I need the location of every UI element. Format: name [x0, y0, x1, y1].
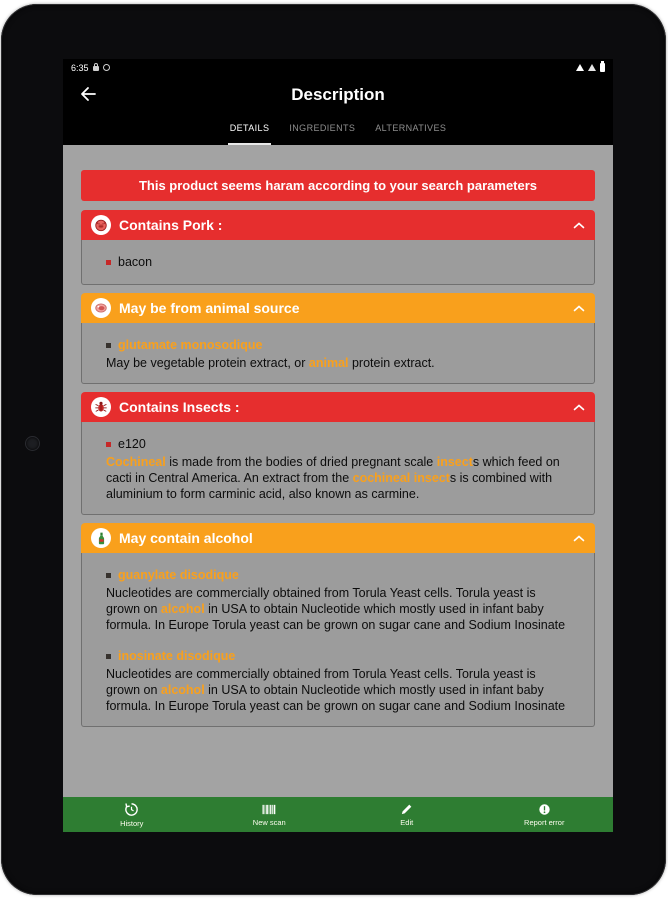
nav-label: New scan — [252, 817, 286, 827]
section-header-alcohol[interactable] — [81, 523, 595, 553]
tablet-frame — [1, 4, 666, 895]
notification-icon — [103, 64, 110, 71]
bottom-nav — [63, 797, 613, 832]
pig-icon — [91, 215, 111, 235]
bullet-icon — [106, 442, 111, 447]
app-screen — [63, 59, 613, 832]
section-contains-alcohol — [81, 523, 595, 727]
ingredient-description: Cochineal is made from the bodies of dried pregnant scale insects which feed on cacti in Central America. An extract from the cochineal insects is combined with aluminium to form carminic acid, also known as carmine. — [106, 455, 560, 501]
ingredient-description: Nucleotides are commercially obtained from Torula Yeast cells. Torula yeast is grown on alcohol in USA to obtain Nucleotide which mostly used in infant baby formula. In Europe Torula yeast can be grown on sugar cane and Sodium Inosinate — [106, 586, 566, 632]
ingredient-term: inosinate disodique — [118, 649, 236, 663]
tab-alternatives[interactable]: ALTERNATIVES — [375, 123, 447, 133]
ingredient-item — [106, 568, 570, 633]
section-body — [81, 323, 595, 384]
status-bar — [63, 59, 613, 76]
content-scroll[interactable] — [63, 145, 613, 797]
haram-banner: This product seems haram according to your search parameters — [81, 170, 595, 201]
bullet-icon — [106, 343, 111, 348]
section-animal-source — [81, 293, 595, 384]
page-title: Description — [291, 84, 385, 104]
insect-icon — [91, 397, 111, 417]
wifi-icon — [576, 64, 584, 71]
battery-icon — [600, 63, 605, 72]
nav-report-error[interactable] — [476, 803, 614, 827]
chevron-up-icon[interactable] — [573, 305, 585, 312]
bullet-icon — [106, 654, 111, 659]
ingredient-item — [106, 338, 570, 371]
section-contains-insects — [81, 392, 595, 515]
section-body — [81, 240, 595, 285]
ingredient-term-row — [106, 649, 570, 663]
ingredient-term-row — [106, 437, 570, 451]
report-error-icon — [538, 803, 551, 816]
meat-icon — [91, 298, 111, 318]
nav-label: History — [120, 818, 144, 828]
signal-icon — [588, 64, 596, 71]
section-header-insects[interactable] — [81, 392, 595, 422]
section-contains-pork — [81, 210, 595, 285]
pencil-icon — [400, 803, 413, 816]
section-header-pork[interactable] — [81, 210, 595, 240]
nav-history[interactable] — [63, 802, 201, 828]
status-left — [71, 63, 110, 73]
nav-label: Report error — [524, 817, 565, 827]
camera-dot — [26, 437, 39, 450]
ingredient-item — [106, 649, 570, 714]
ingredient-term: glutamate monosodique — [118, 338, 263, 352]
chevron-up-icon[interactable] — [573, 535, 585, 542]
section-body — [81, 553, 595, 727]
back-arrow-icon — [79, 86, 97, 102]
ingredient-item — [106, 255, 570, 269]
status-right — [576, 63, 605, 72]
ingredient-description: May be vegetable protein extract, or animal protein extract. — [106, 356, 435, 370]
bullet-icon — [106, 260, 111, 265]
history-icon — [124, 802, 139, 817]
nav-edit[interactable] — [338, 803, 476, 827]
nav-label: Edit — [400, 817, 414, 827]
status-time: 6:35 — [71, 62, 89, 73]
tab-ingredients[interactable]: INGREDIENTS — [289, 123, 356, 133]
ingredient-term: e120 — [118, 437, 146, 451]
bullet-icon — [106, 573, 111, 578]
section-title: May be from animal source — [119, 300, 300, 316]
ingredient-description: Nucleotides are commercially obtained from Torula Yeast cells. Torula yeast is grown on alcohol in USA to obtain Nucleotide which mostly used in infant baby formula. In Europe Torula yeast can be grown on sugar cane and Sodium Inosinate — [106, 667, 566, 713]
ingredient-term: bacon — [118, 255, 153, 269]
tab-details[interactable]: DETAILS — [228, 113, 272, 145]
section-title: Contains Pork : — [119, 217, 223, 233]
ingredient-term-row — [106, 338, 570, 352]
ingredient-term: guanylate disodique — [118, 568, 239, 582]
ingredient-term-row — [106, 255, 570, 269]
ingredient-term-row — [106, 568, 570, 582]
chevron-up-icon[interactable] — [573, 404, 585, 411]
section-title: Contains Insects : — [119, 399, 240, 415]
section-header-animal[interactable] — [81, 293, 595, 323]
section-body — [81, 422, 595, 515]
tab-bar — [63, 113, 613, 145]
ingredient-item — [106, 437, 570, 502]
chevron-up-icon[interactable] — [573, 222, 585, 229]
app-bar — [63, 76, 613, 113]
back-button[interactable] — [79, 86, 97, 102]
lock-icon — [93, 66, 99, 71]
barcode-icon — [261, 803, 277, 816]
bottle-icon — [91, 528, 111, 548]
section-title: May contain alcohol — [119, 530, 253, 546]
nav-new-scan[interactable] — [201, 803, 339, 827]
